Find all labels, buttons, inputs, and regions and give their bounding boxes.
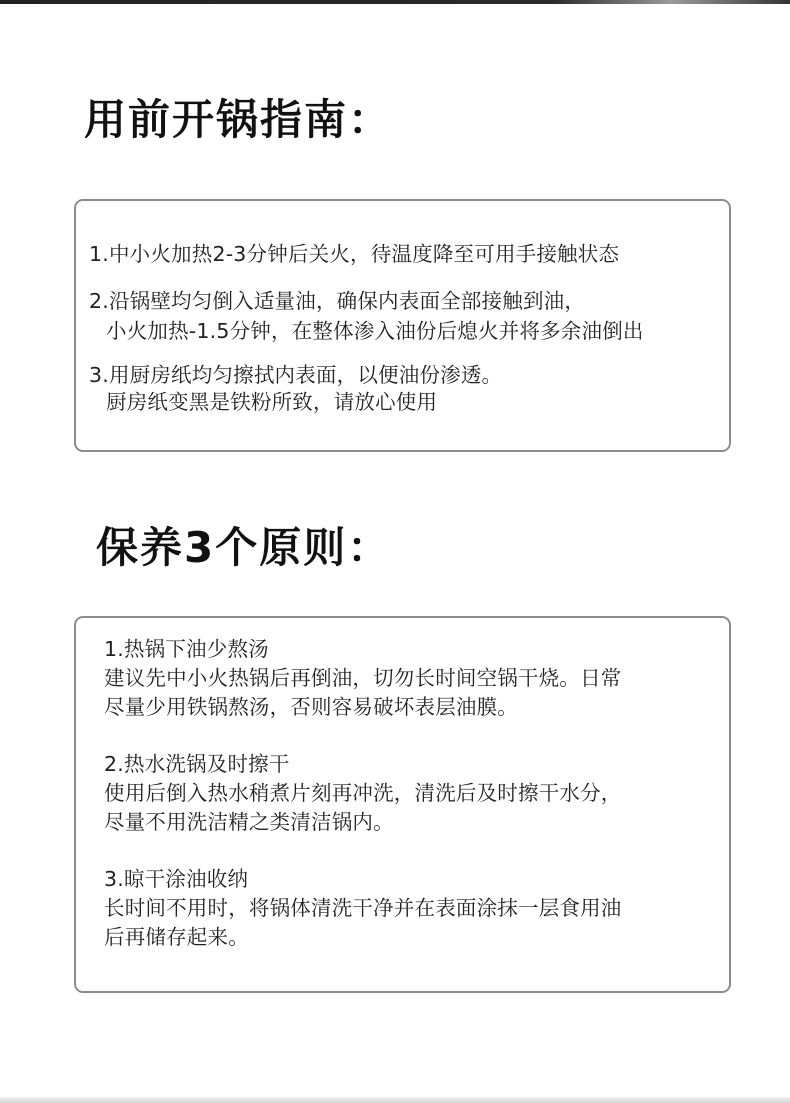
opening-guide-heading: 用前开锅指南： xyxy=(84,95,393,144)
principle-1-title: 1.热锅下油少熬汤 xyxy=(104,637,269,661)
maintenance-principles-box xyxy=(74,616,731,993)
principle-1-text-continued: 尽量少用铁锅熬汤，否则容易破坏表层油膜。 xyxy=(104,695,518,719)
bottom-border-strip xyxy=(0,1097,790,1103)
guide-step-2-continued: 小火加热-1.5分钟，在整体渗入油份后熄火并将多余油倒出 xyxy=(106,319,644,343)
principle-1-text: 建议先中小火热锅后再倒油，切勿长时间空锅干烧。日常 xyxy=(104,666,622,690)
guide-step-3-continued: 厨房纸变黑是铁粉所致，请放心使用 xyxy=(106,390,438,414)
principle-3-text-continued: 后再储存起来。 xyxy=(104,925,249,949)
principle-2-text-continued: 尽量不用洗洁精之类清洁锅内。 xyxy=(104,810,394,834)
opening-guide-box xyxy=(74,199,731,452)
top-border-strip xyxy=(0,0,790,4)
guide-step-3: 3.用厨房纸均匀擦拭内表面，以便油份渗透。 xyxy=(89,363,503,387)
principle-3-title: 3.晾干涂油收纳 xyxy=(104,867,249,891)
guide-step-2: 2.沿锅壁均匀倒入适量油，确保内表面全部接触到油， xyxy=(89,289,586,313)
principle-2-text: 使用后倒入热水稍煮片刻再冲洗，清洗后及时擦干水分， xyxy=(104,781,622,805)
guide-step-1: 1.中小火加热2-3分钟后关火，待温度降至可用手接触状态 xyxy=(89,242,620,266)
principle-2-title: 2.热水洗锅及时擦干 xyxy=(104,752,290,776)
maintenance-principles-heading: 保养3个原则： xyxy=(96,523,392,572)
principle-3-text: 长时间不用时，将锅体清洗干净并在表面涂抹一层食用油 xyxy=(104,896,622,920)
